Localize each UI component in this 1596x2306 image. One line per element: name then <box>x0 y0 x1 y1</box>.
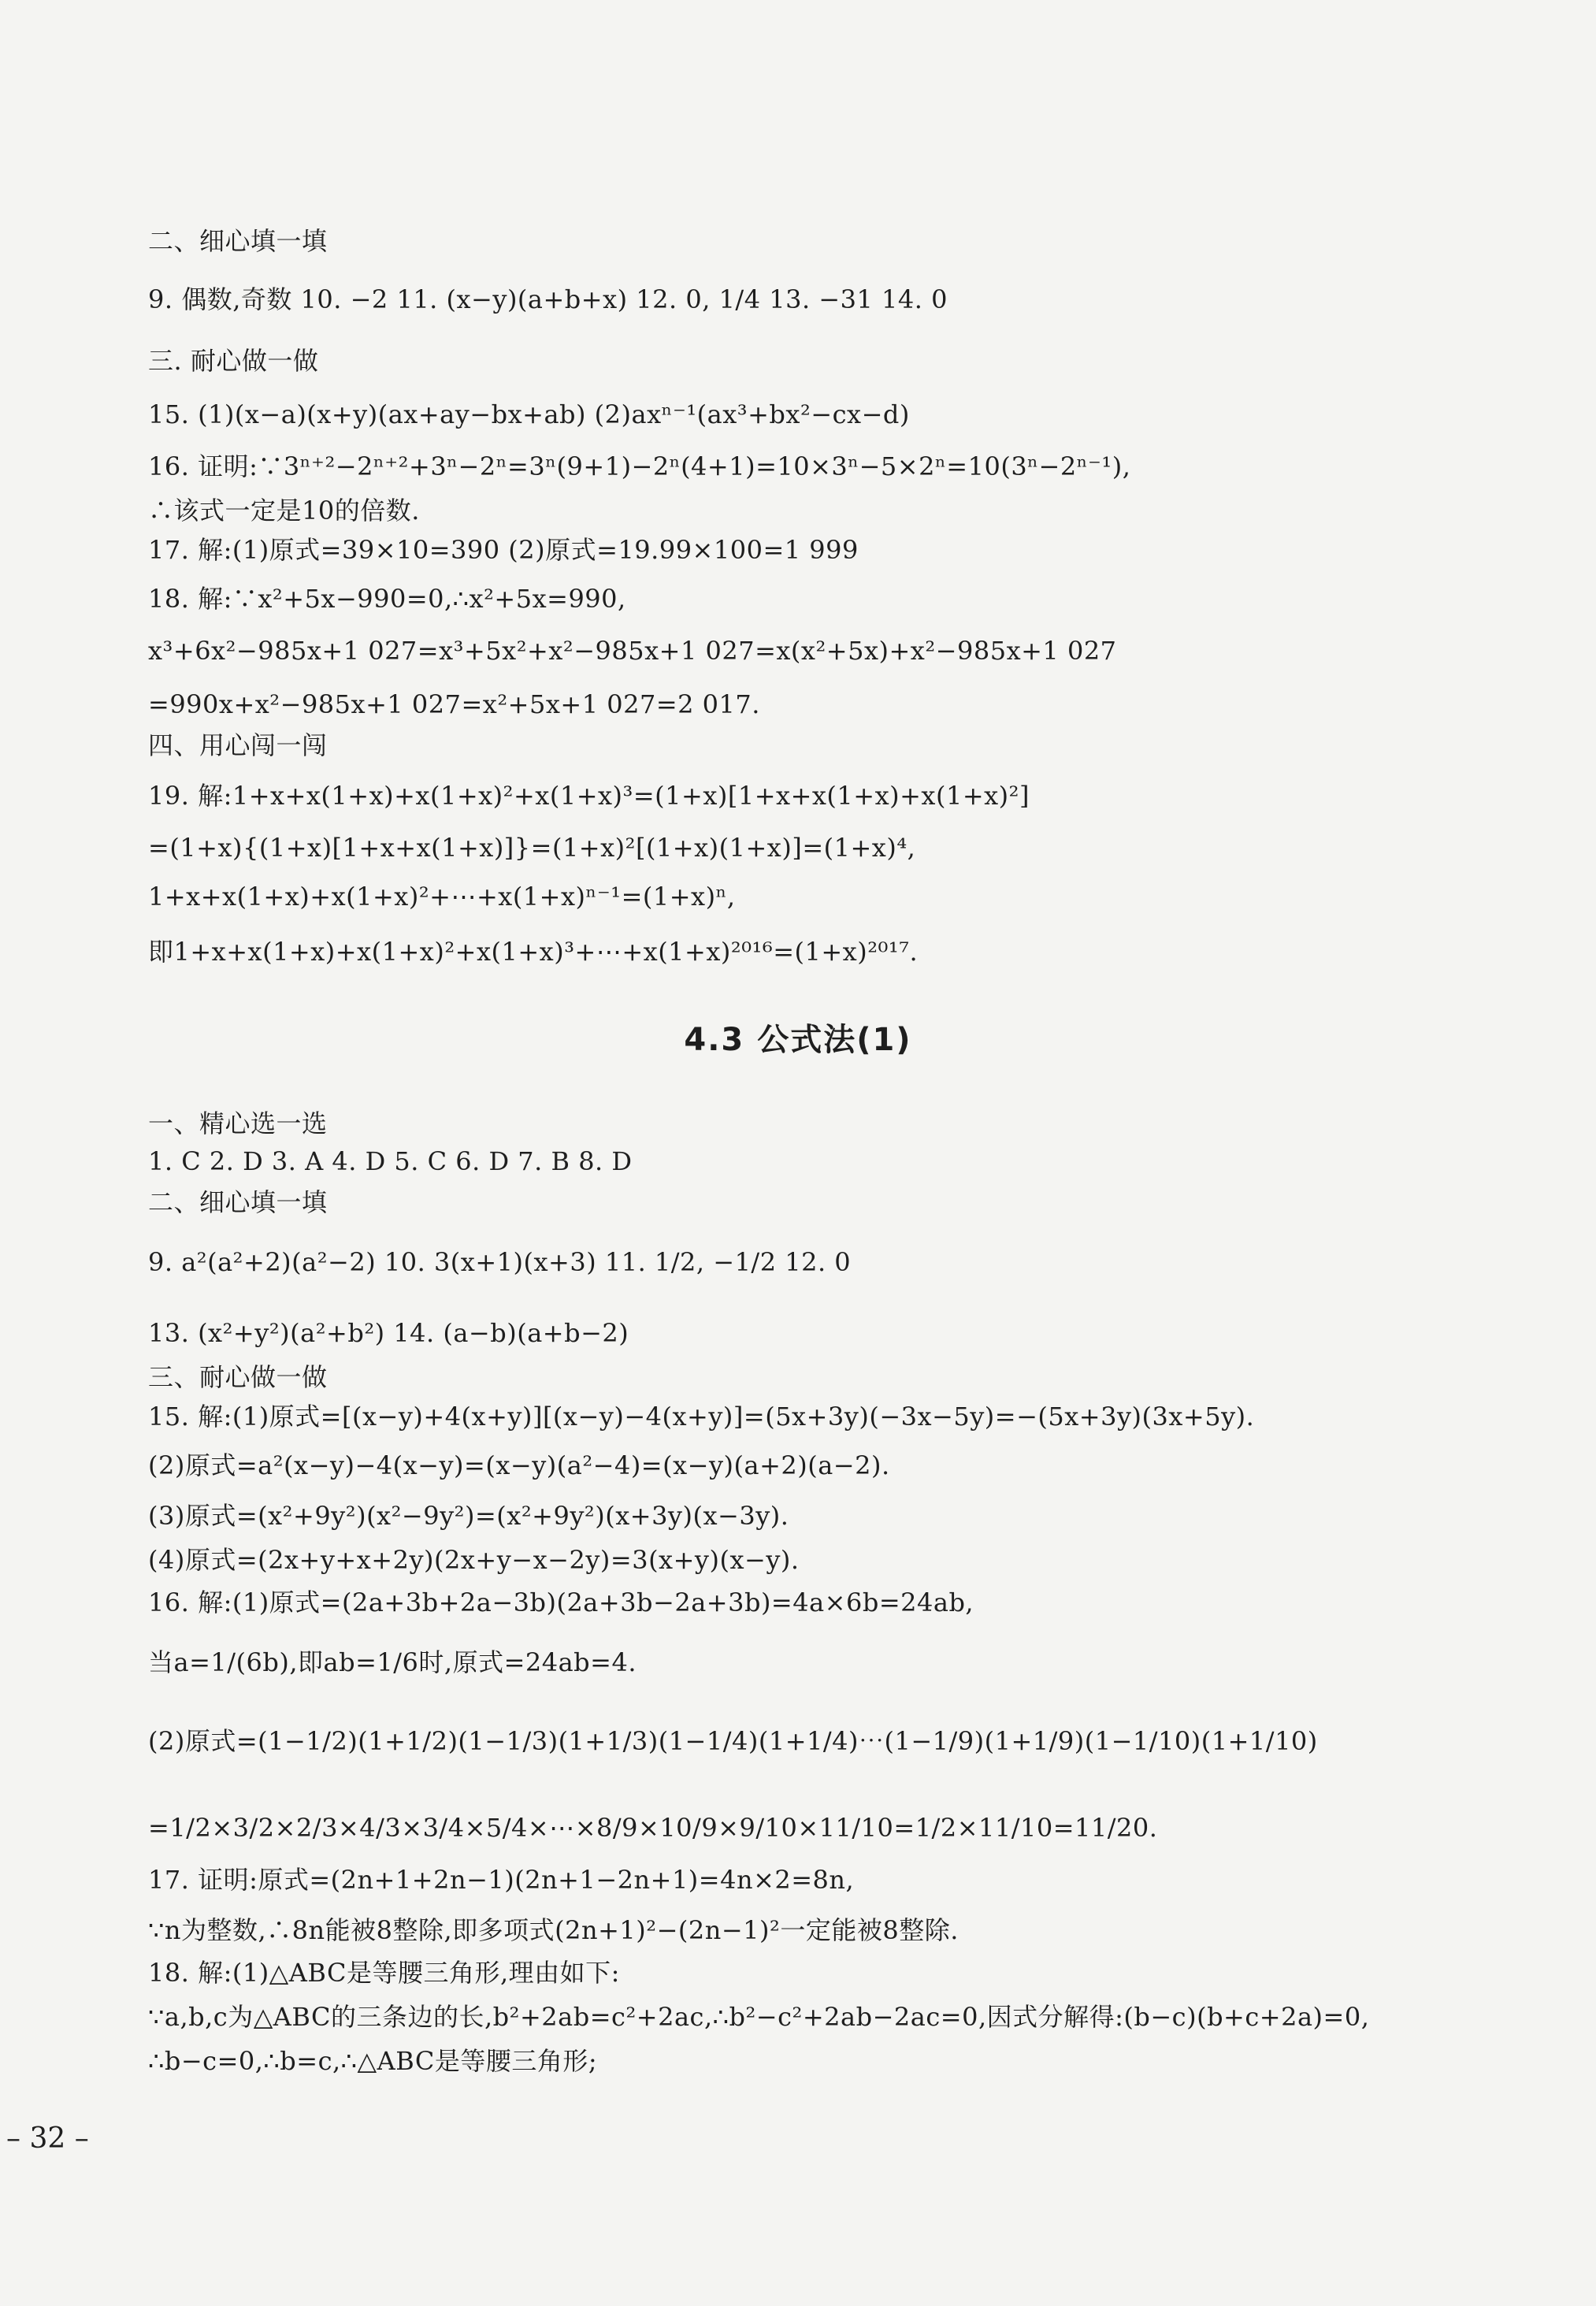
answer-line: ∴b−c=0,∴b=c,∴△ABC是等腰三角形; <box>148 2046 598 2076</box>
answer-line: 17. 解:(1)原式=39×10=390 (2)原式=19.99×100=1 999 <box>148 535 859 565</box>
answer-line: (2)原式=a²(x−y)−4(x−y)=(x−y)(a²−4)=(x−y)(a+2)(a−2). <box>148 1450 890 1480</box>
section-title: 4.3 公式法(1) <box>684 1022 912 1058</box>
answer-line: (2)原式=(1−1/2)(1+1/2)(1−1/3)(1+1/3)(1−1/4)(1+1/4)⋯(1−1/9)(1+1/9)(1−1/10)(1+1/10) <box>148 1726 1318 1756</box>
answer-line: 18. 解:(1)△ABC是等腰三角形,理由如下: <box>148 1958 620 1988</box>
answer-line: 9. 偶数,奇数 10. −2 11. (x−y)(a+b+x) 12. 0, 1/4 13. −31 14. 0 <box>148 284 948 314</box>
answer-line: ∴该式一定是10的倍数. <box>148 496 420 525</box>
answer-line: 15. (1)(x−a)(x+y)(ax+ay−bx+ab) (2)axⁿ⁻¹(ax³+bx²−cx−d) <box>148 399 910 429</box>
section-heading-fill: 二、细心填一填 <box>148 1187 328 1217</box>
answer-line: 当a=1/(6b),即ab=1/6时,原式=24ab=4. <box>148 1647 637 1677</box>
answer-line: ∵n为整数,∴8n能被8整除,即多项式(2n+1)²−(2n−1)²一定能被8整除. <box>148 1915 959 1945</box>
answer-line: (3)原式=(x²+9y²)(x²−9y²)=(x²+9y²)(x+3y)(x−3y). <box>148 1501 789 1531</box>
answer-line: 16. 证明:∵3ⁿ⁺²−2ⁿ⁺²+3ⁿ−2ⁿ=3ⁿ(9+1)−2ⁿ(4+1)=10×3ⁿ−5×2ⁿ=10(3ⁿ−2ⁿ⁻¹), <box>148 451 1131 481</box>
answer-line: 1+x+x(1+x)+x(1+x)²+⋯+x(1+x)ⁿ⁻¹=(1+x)ⁿ, <box>148 882 736 912</box>
answer-line: =(1+x){(1+x)[1+x+x(1+x)]}=(1+x)²[(1+x)(1+x)]=(1+x)⁴, <box>148 833 916 863</box>
page-number: – 32 – <box>6 2122 89 2155</box>
section-heading-fill: 二、细心填一填 <box>148 226 328 256</box>
section-heading-challenge: 四、用心闯一闯 <box>148 730 328 760</box>
section-heading-solve: 三. 耐心做一做 <box>148 346 319 376</box>
answer-line: =990x+x²−985x+1 027=x²+5x+1 027=2 017. <box>148 689 760 719</box>
answer-line: ∵a,b,c为△ABC的三条边的长,b²+2ab=c²+2ac,∴b²−c²+2ab−2ac=0,因式分解得:(b−c)(b+c+2a)=0, <box>148 2002 1370 2032</box>
answer-line: 19. 解:1+x+x(1+x)+x(1+x)²+x(1+x)³=(1+x)[1+x+x(1+x)+x(1+x)²] <box>148 781 1030 811</box>
answer-line: (4)原式=(2x+y+x+2y)(2x+y−x−2y)=3(x+y)(x−y). <box>148 1545 800 1575</box>
answer-line: 1. C 2. D 3. A 4. D 5. C 6. D 7. B 8. D <box>148 1146 633 1176</box>
answer-line: 9. a²(a²+2)(a²−2) 10. 3(x+1)(x+3) 11. 1/2, −1/2 12. 0 <box>148 1247 852 1277</box>
answer-line: 17. 证明:原式=(2n+1+2n−1)(2n+1−2n+1)=4n×2=8n, <box>148 1865 855 1895</box>
answer-line: 16. 解:(1)原式=(2a+3b+2a−3b)(2a+3b−2a+3b)=4a×6b=24ab, <box>148 1587 974 1617</box>
section-heading-solve: 三、耐心做一做 <box>148 1362 328 1392</box>
answer-line: 即1+x+x(1+x)+x(1+x)²+x(1+x)³+⋯+x(1+x)²⁰¹⁶=(1+x)²⁰¹⁷. <box>148 937 919 967</box>
section-heading-choose: 一、精心选一选 <box>148 1108 328 1138</box>
answer-line: x³+6x²−985x+1 027=x³+5x²+x²−985x+1 027=x(x²+5x)+x²−985x+1 027 <box>148 636 1117 666</box>
answer-line: 13. (x²+y²)(a²+b²) 14. (a−b)(a+b−2) <box>148 1318 629 1348</box>
answer-line: 15. 解:(1)原式=[(x−y)+4(x+y)][(x−y)−4(x+y)]=(5x+3y)(−3x−5y)=−(5x+3y)(3x+5y). <box>148 1402 1255 1432</box>
answer-line: 18. 解:∵x²+5x−990=0,∴x²+5x=990, <box>148 584 626 614</box>
answer-line: =1/2×3/2×2/3×4/3×3/4×5/4×⋯×8/9×10/9×9/10×11/10=1/2×11/10=11/20. <box>148 1813 1158 1843</box>
